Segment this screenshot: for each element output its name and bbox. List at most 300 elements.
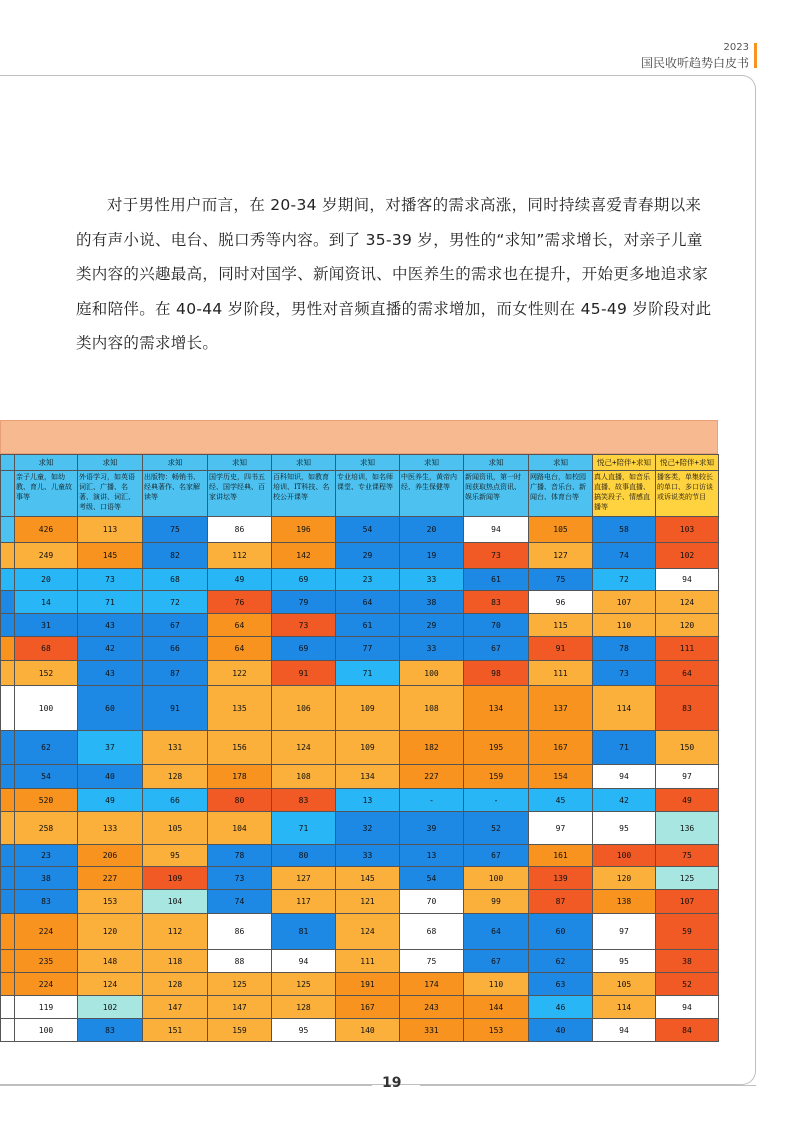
table-cell: 121 [336, 890, 400, 914]
table-cell: 147 [208, 996, 272, 1019]
table-cell: 91 [272, 661, 336, 686]
table-cell: 43 [78, 661, 143, 686]
description-cell: 亲子儿童，如幼教、育儿、儿童故事等 [15, 471, 78, 517]
category-cell: 求知 [15, 455, 78, 471]
table-cell: 29 [400, 614, 464, 637]
table-cell: 102 [78, 996, 143, 1019]
table-cell: 40 [78, 765, 143, 789]
table-cell: 145 [336, 867, 400, 890]
table-cell: 227 [400, 765, 464, 789]
table-cell: 94 [593, 1019, 656, 1042]
category-cell [1, 455, 15, 471]
table-cell: 43 [78, 614, 143, 637]
table-cell: 66 [143, 637, 208, 661]
table-cell: 73 [593, 661, 656, 686]
table-row [1, 614, 719, 637]
table-cell: 82 [143, 543, 208, 569]
category-cell: 求知 [208, 455, 272, 471]
table-cell: 54 [400, 867, 464, 890]
table-cell: 32 [336, 812, 400, 845]
table-cell: 111 [656, 637, 719, 661]
table-cell: 142 [272, 543, 336, 569]
table-cell: 86 [208, 517, 272, 543]
table-cell: 125 [272, 973, 336, 996]
table-cell: 235 [15, 950, 78, 973]
table-cell: 159 [464, 765, 529, 789]
table-cell [1, 996, 15, 1019]
table-cell: 127 [272, 867, 336, 890]
table-cell: 134 [336, 765, 400, 789]
table-cell: 114 [593, 686, 656, 731]
table-cell: 145 [78, 543, 143, 569]
category-cell: 悦己+陪伴+求知 [656, 455, 719, 471]
table-cell: 87 [143, 661, 208, 686]
table-cell: 72 [593, 569, 656, 591]
table-cell: 112 [143, 914, 208, 950]
table-cell: 73 [78, 569, 143, 591]
table-cell: 114 [593, 996, 656, 1019]
table-cell: 140 [336, 1019, 400, 1042]
table-cell: 97 [656, 765, 719, 789]
table-cell: 83 [656, 686, 719, 731]
table-cell: 71 [78, 591, 143, 614]
table-cell: 152 [15, 661, 78, 686]
table-cell: 54 [15, 765, 78, 789]
table-cell: 105 [143, 812, 208, 845]
table-cell: 110 [593, 614, 656, 637]
category-cell: 求知 [143, 455, 208, 471]
category-cell: 求知 [272, 455, 336, 471]
table-row [1, 996, 719, 1019]
table-row [1, 731, 719, 765]
table-cell: 124 [656, 591, 719, 614]
table-row [1, 812, 719, 845]
table-cell: 118 [143, 950, 208, 973]
table-cell: 70 [400, 890, 464, 914]
table-cell: 20 [400, 517, 464, 543]
table-cell: 120 [656, 614, 719, 637]
table-cell: 109 [336, 686, 400, 731]
paragraph-line: 对于男性用户而言，在 20-34 岁期间，对播客的需求高涨，同时持续喜爱青春期以来 [107, 196, 702, 214]
category-cell: 求知 [336, 455, 400, 471]
table-cell: 104 [208, 812, 272, 845]
table-cell: 71 [336, 661, 400, 686]
table-cell: 62 [529, 950, 593, 973]
table-cell: 98 [464, 661, 529, 686]
table-cell: 150 [656, 731, 719, 765]
header-accent-bar [754, 43, 757, 68]
table-cell: 108 [400, 686, 464, 731]
table-cell [1, 661, 15, 686]
table-cell: 75 [529, 569, 593, 591]
table-cell: 258 [15, 812, 78, 845]
table-cell: 83 [272, 789, 336, 812]
table-cell: 128 [143, 973, 208, 996]
table-cell: 147 [143, 996, 208, 1019]
table-cell: 134 [464, 686, 529, 731]
table-cell: 107 [656, 890, 719, 914]
report-title: 国民收听趋势白皮书 [640, 56, 749, 70]
table-cell: 148 [78, 950, 143, 973]
table-cell [1, 731, 15, 765]
table-cell: 178 [208, 765, 272, 789]
category-cell: 求知 [529, 455, 593, 471]
table-cell: 45 [529, 789, 593, 812]
table-cell: 167 [529, 731, 593, 765]
table-cell [1, 614, 15, 637]
table-cell: 20 [15, 569, 78, 591]
table-cell: 83 [464, 591, 529, 614]
table-cell: - [464, 789, 529, 812]
table-cell: 119 [15, 996, 78, 1019]
table-cell: 128 [272, 996, 336, 1019]
table-cell: 29 [336, 543, 400, 569]
table-cell: 80 [272, 845, 336, 867]
table-cell: 133 [78, 812, 143, 845]
table-cell: 520 [15, 789, 78, 812]
table-cell: 124 [336, 914, 400, 950]
table-row [1, 950, 719, 973]
table-cell: 139 [529, 867, 593, 890]
heatmap-table-container [0, 420, 718, 1042]
table-cell: 227 [78, 867, 143, 890]
table-cell: 49 [656, 789, 719, 812]
table-cell: 153 [78, 890, 143, 914]
table-cell: 38 [656, 950, 719, 973]
table-cell: 243 [400, 996, 464, 1019]
table-row [1, 517, 719, 543]
table-cell: 100 [15, 1019, 78, 1042]
table-cell [1, 1019, 15, 1042]
table-cell: 63 [529, 973, 593, 996]
table-row [1, 543, 719, 569]
table-cell: 122 [208, 661, 272, 686]
table-cell: 153 [464, 1019, 529, 1042]
table-cell: 94 [593, 765, 656, 789]
table-cell: 109 [143, 867, 208, 890]
description-cell: 国学历史，四书五经、国学经典、百家讲坛等 [208, 471, 272, 517]
table-cell: 159 [208, 1019, 272, 1042]
table-row [1, 686, 719, 731]
table-cell: 75 [143, 517, 208, 543]
table-cell: 58 [593, 517, 656, 543]
table-cell [1, 890, 15, 914]
description-cell: 出版物：畅销书、经典著作、名家解读等 [143, 471, 208, 517]
table-row [1, 661, 719, 686]
table-cell: 78 [208, 845, 272, 867]
table-cell: 84 [656, 1019, 719, 1042]
table-cell: 67 [464, 950, 529, 973]
description-cell: 外语学习，如英语词汇、广播、名著、演讲、词汇、考级、口语等 [78, 471, 143, 517]
table-cell: 97 [529, 812, 593, 845]
table-row [1, 890, 719, 914]
table-cell: 117 [272, 890, 336, 914]
table-cell: 112 [208, 543, 272, 569]
table-cell: 95 [272, 1019, 336, 1042]
table-cell: 64 [208, 637, 272, 661]
table-cell: 249 [15, 543, 78, 569]
table-cell: 125 [208, 973, 272, 996]
table-cell: 120 [78, 914, 143, 950]
table-cell: 42 [78, 637, 143, 661]
table-cell: 95 [593, 950, 656, 973]
paragraph-line: 类内容的需求增长。 [76, 334, 219, 352]
table-cell: 109 [336, 731, 400, 765]
table-cell: 88 [208, 950, 272, 973]
table-cell: 174 [400, 973, 464, 996]
category-cell: 求知 [464, 455, 529, 471]
table-cell: 81 [272, 914, 336, 950]
page-number: 19 [382, 1075, 402, 1091]
table-row [1, 973, 719, 996]
table-cell: 91 [529, 637, 593, 661]
description-cell: 专业培训，如名师课堂、专业课程等 [336, 471, 400, 517]
table-row [1, 765, 719, 789]
table-row [1, 591, 719, 614]
table-cell: 52 [656, 973, 719, 996]
paragraph-line: 类内容的兴趣最高，同时对国学、新闻资讯、中医养生的需求也在提升，开始更多地追求家 [76, 265, 709, 283]
table-row [1, 914, 719, 950]
table-cell: 107 [593, 591, 656, 614]
table-row [1, 867, 719, 890]
table-cell: 100 [593, 845, 656, 867]
table-cell: 83 [15, 890, 78, 914]
table-cell [1, 845, 15, 867]
table-cell: 40 [529, 1019, 593, 1042]
table-cell: 73 [208, 867, 272, 890]
table-cell [1, 867, 15, 890]
table-cell: 115 [529, 614, 593, 637]
table-cell: 144 [464, 996, 529, 1019]
table-cell: 75 [656, 845, 719, 867]
table-cell: 73 [272, 614, 336, 637]
table-cell: 100 [464, 867, 529, 890]
table-cell: 136 [656, 812, 719, 845]
table-cell: 59 [656, 914, 719, 950]
table-cell: 196 [272, 517, 336, 543]
table-cell [1, 914, 15, 950]
table-cell: - [400, 789, 464, 812]
table-cell: 331 [400, 1019, 464, 1042]
table-cell: 127 [529, 543, 593, 569]
table-cell: 68 [15, 637, 78, 661]
table-cell: 14 [15, 591, 78, 614]
table-cell: 42 [593, 789, 656, 812]
table-cell: 69 [272, 637, 336, 661]
table-cell: 61 [336, 614, 400, 637]
table-cell: 94 [656, 996, 719, 1019]
table-cell: 104 [143, 890, 208, 914]
table-cell: 33 [400, 569, 464, 591]
table-cell [1, 517, 15, 543]
table-cell: 13 [400, 845, 464, 867]
table-cell: 167 [336, 996, 400, 1019]
footer-line-left [0, 1085, 372, 1086]
table-cell [1, 973, 15, 996]
table-cell: 125 [656, 867, 719, 890]
description-row [1, 471, 719, 517]
table-cell: 71 [593, 731, 656, 765]
table-cell: 110 [464, 973, 529, 996]
table-cell: 135 [208, 686, 272, 731]
table-cell: 106 [272, 686, 336, 731]
table-cell: 67 [143, 614, 208, 637]
table-cell: 105 [593, 973, 656, 996]
table-cell: 77 [336, 637, 400, 661]
table-cell: 71 [272, 812, 336, 845]
description-cell [1, 471, 15, 517]
table-cell: 94 [464, 517, 529, 543]
table-cell: 75 [400, 950, 464, 973]
table-header-band [0, 420, 718, 454]
table-cell: 100 [400, 661, 464, 686]
table-cell: 67 [464, 845, 529, 867]
table-cell: 83 [78, 1019, 143, 1042]
table-cell: 78 [593, 637, 656, 661]
table-cell: 96 [529, 591, 593, 614]
table-cell [1, 789, 15, 812]
table-cell: 426 [15, 517, 78, 543]
table-cell: 100 [15, 686, 78, 731]
table-cell: 38 [400, 591, 464, 614]
table-cell [1, 569, 15, 591]
description-cell: 新闻资讯，第一时间获取热点资讯、娱乐新闻等 [464, 471, 529, 517]
table-row [1, 637, 719, 661]
table-cell: 80 [208, 789, 272, 812]
table-cell: 23 [15, 845, 78, 867]
table-cell: 60 [78, 686, 143, 731]
table-cell: 137 [529, 686, 593, 731]
table-cell: 120 [593, 867, 656, 890]
table-cell: 79 [272, 591, 336, 614]
table-cell: 105 [529, 517, 593, 543]
table-cell: 68 [400, 914, 464, 950]
table-cell: 111 [529, 661, 593, 686]
table-cell: 182 [400, 731, 464, 765]
table-cell: 95 [143, 845, 208, 867]
description-cell: 网路电台，如校园广播、音乐台、新闻台、体育台等 [529, 471, 593, 517]
table-cell: 37 [78, 731, 143, 765]
table-cell: 64 [656, 661, 719, 686]
description-cell: 中医养生，黄帝内经、养生保健等 [400, 471, 464, 517]
table-cell: 64 [208, 614, 272, 637]
table-cell [1, 765, 15, 789]
table-cell: 49 [208, 569, 272, 591]
table-cell: 224 [15, 914, 78, 950]
table-cell: 94 [656, 569, 719, 591]
table-cell: 46 [529, 996, 593, 1019]
table-cell: 73 [464, 543, 529, 569]
table-cell: 52 [464, 812, 529, 845]
table-cell: 151 [143, 1019, 208, 1042]
table-cell: 102 [656, 543, 719, 569]
table-cell: 94 [272, 950, 336, 973]
category-row [1, 455, 719, 471]
table-cell [1, 812, 15, 845]
table-cell: 69 [272, 569, 336, 591]
table-row [1, 789, 719, 812]
table-cell: 33 [336, 845, 400, 867]
table-cell: 111 [336, 950, 400, 973]
table-cell: 191 [336, 973, 400, 996]
report-year: 2023 [723, 42, 749, 53]
description-cell: 真人直播，如音乐直播、故事直播、搞笑段子、情感直播等 [593, 471, 656, 517]
table-cell: 99 [464, 890, 529, 914]
table-cell: 68 [143, 569, 208, 591]
table-cell: 64 [464, 914, 529, 950]
table-cell: 156 [208, 731, 272, 765]
table-cell: 66 [143, 789, 208, 812]
table-cell: 67 [464, 637, 529, 661]
table-cell: 54 [336, 517, 400, 543]
table-cell [1, 591, 15, 614]
table-cell: 33 [400, 637, 464, 661]
table-cell: 161 [529, 845, 593, 867]
table-cell [1, 950, 15, 973]
table-cell: 87 [529, 890, 593, 914]
description-cell: 播客类，单集较长的单口、多口访谈或诉说类的节目 [656, 471, 719, 517]
body-paragraph [76, 188, 721, 361]
table-cell: 19 [400, 543, 464, 569]
table-cell: 206 [78, 845, 143, 867]
table-row [1, 1019, 719, 1042]
category-cell: 求知 [78, 455, 143, 471]
category-cell: 悦己+陪伴+求知 [593, 455, 656, 471]
table-cell: 70 [464, 614, 529, 637]
table-cell: 76 [208, 591, 272, 614]
table-cell: 95 [593, 812, 656, 845]
table-cell [1, 686, 15, 731]
table-cell: 91 [143, 686, 208, 731]
table-cell: 154 [529, 765, 593, 789]
table-cell: 61 [464, 569, 529, 591]
table-cell: 86 [208, 914, 272, 950]
description-cell: 百科知识，如教育培训、IT科技、名校公开课等 [272, 471, 336, 517]
table-cell: 97 [593, 914, 656, 950]
table-cell: 39 [400, 812, 464, 845]
category-cell: 求知 [400, 455, 464, 471]
table-cell: 74 [208, 890, 272, 914]
table-row [1, 845, 719, 867]
table-cell: 74 [593, 543, 656, 569]
table-cell: 128 [143, 765, 208, 789]
table-cell: 124 [78, 973, 143, 996]
table-cell: 49 [78, 789, 143, 812]
heatmap-table [0, 454, 719, 1042]
table-cell: 62 [15, 731, 78, 765]
table-cell: 60 [529, 914, 593, 950]
table-cell: 195 [464, 731, 529, 765]
paragraph-line: 庭和陪伴。在 40-44 岁阶段，男性对音频直播的需求增加，而女性则在 45-49 岁阶段对此 [76, 299, 712, 318]
table-row [1, 569, 719, 591]
table-cell [1, 543, 15, 569]
table-cell: 224 [15, 973, 78, 996]
table-cell: 103 [656, 517, 719, 543]
table-cell: 72 [143, 591, 208, 614]
paragraph-line: 的有声小说、电台、脱口秀等内容。到了 35-39 岁，男性的“求知”需求增长，对亲子儿童 [76, 230, 703, 249]
table-cell [1, 637, 15, 661]
footer-line-right [420, 1085, 756, 1086]
table-cell: 64 [336, 591, 400, 614]
table-cell: 113 [78, 517, 143, 543]
table-cell: 131 [143, 731, 208, 765]
table-cell: 13 [336, 789, 400, 812]
table-cell: 23 [336, 569, 400, 591]
table-cell: 31 [15, 614, 78, 637]
table-cell: 138 [593, 890, 656, 914]
table-cell: 38 [15, 867, 78, 890]
table-cell: 124 [272, 731, 336, 765]
